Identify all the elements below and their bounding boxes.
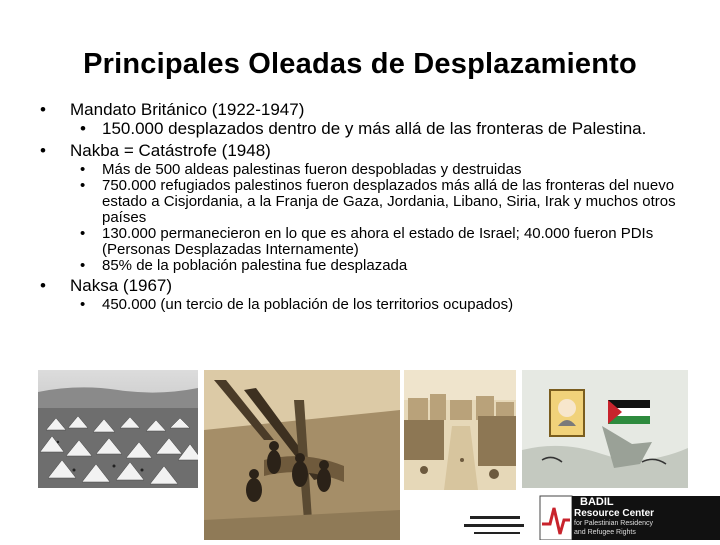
sub-bullet bbox=[40, 162, 700, 178]
sub-bullet bbox=[40, 258, 700, 274]
bullet-dot: • bbox=[80, 296, 86, 313]
bullet-mandato bbox=[40, 100, 700, 119]
logo-line3: and Refugee Rights bbox=[574, 529, 636, 536]
sub-bullet bbox=[40, 297, 700, 313]
bullet-dot: • bbox=[80, 119, 86, 138]
bullet-dot: • bbox=[80, 257, 86, 274]
logo-brand: BADIL bbox=[580, 496, 614, 508]
logo-line1: Resource Center bbox=[574, 508, 655, 519]
bullet-text: Mandato Británico (1922-1947) bbox=[70, 100, 305, 119]
bridge-crossing-photo bbox=[204, 370, 400, 540]
sub-bullet-text: 450.000 (un tercio de la población de los territorios ocupados) bbox=[102, 296, 514, 313]
refugee-camp-photo bbox=[38, 370, 198, 488]
sub-bullet-text: 150.000 desplazados dentro de y más allá de las fronteras de Palestina. bbox=[102, 119, 647, 138]
sub-bullet-text: 130.000 permanecieron en lo que es ahora el estado de Israel; 40.000 fueron PDIs (Personas Desplazadas Internamente) bbox=[102, 225, 654, 258]
logo-area bbox=[440, 490, 720, 540]
bullet-dot: • bbox=[40, 141, 46, 160]
bullet-dot: • bbox=[40, 276, 46, 295]
bullet-dot: • bbox=[80, 225, 86, 242]
sub-bullet-text: Más de 500 aldeas palestinas fueron despobladas y destruidas bbox=[102, 161, 522, 178]
bullet-dot: • bbox=[80, 161, 86, 178]
destroyed-village-photo bbox=[404, 370, 516, 490]
bullet-dot: • bbox=[40, 100, 46, 119]
bullet-nakba bbox=[40, 141, 700, 160]
bullet-text: Nakba = Catástrofe (1948) bbox=[70, 141, 271, 160]
sub-bullet-text: 750.000 refugiados palestinos fueron desplazados más allá de las fronteras del nuevo estado a Cisjordania, a la Franja de Gaza, Jordania, Libano, Siria, Irak y muchos otros países bbox=[102, 177, 676, 226]
sub-bullet bbox=[40, 178, 700, 226]
cartoon-illustration bbox=[522, 370, 688, 488]
bullet-list bbox=[40, 100, 700, 313]
slide-title: Principales Oleadas de Desplazamiento bbox=[83, 48, 637, 80]
sub-bullet bbox=[40, 226, 700, 258]
sub-bullet bbox=[40, 119, 700, 138]
bullet-naksa bbox=[40, 276, 700, 295]
sub-bullet-text: 85% de la población palestina fue desplazada bbox=[102, 257, 408, 274]
bullet-text: Naksa (1967) bbox=[70, 276, 173, 295]
logo-line2: for Palestinian Residency bbox=[574, 520, 653, 527]
bullet-dot: • bbox=[80, 177, 86, 194]
